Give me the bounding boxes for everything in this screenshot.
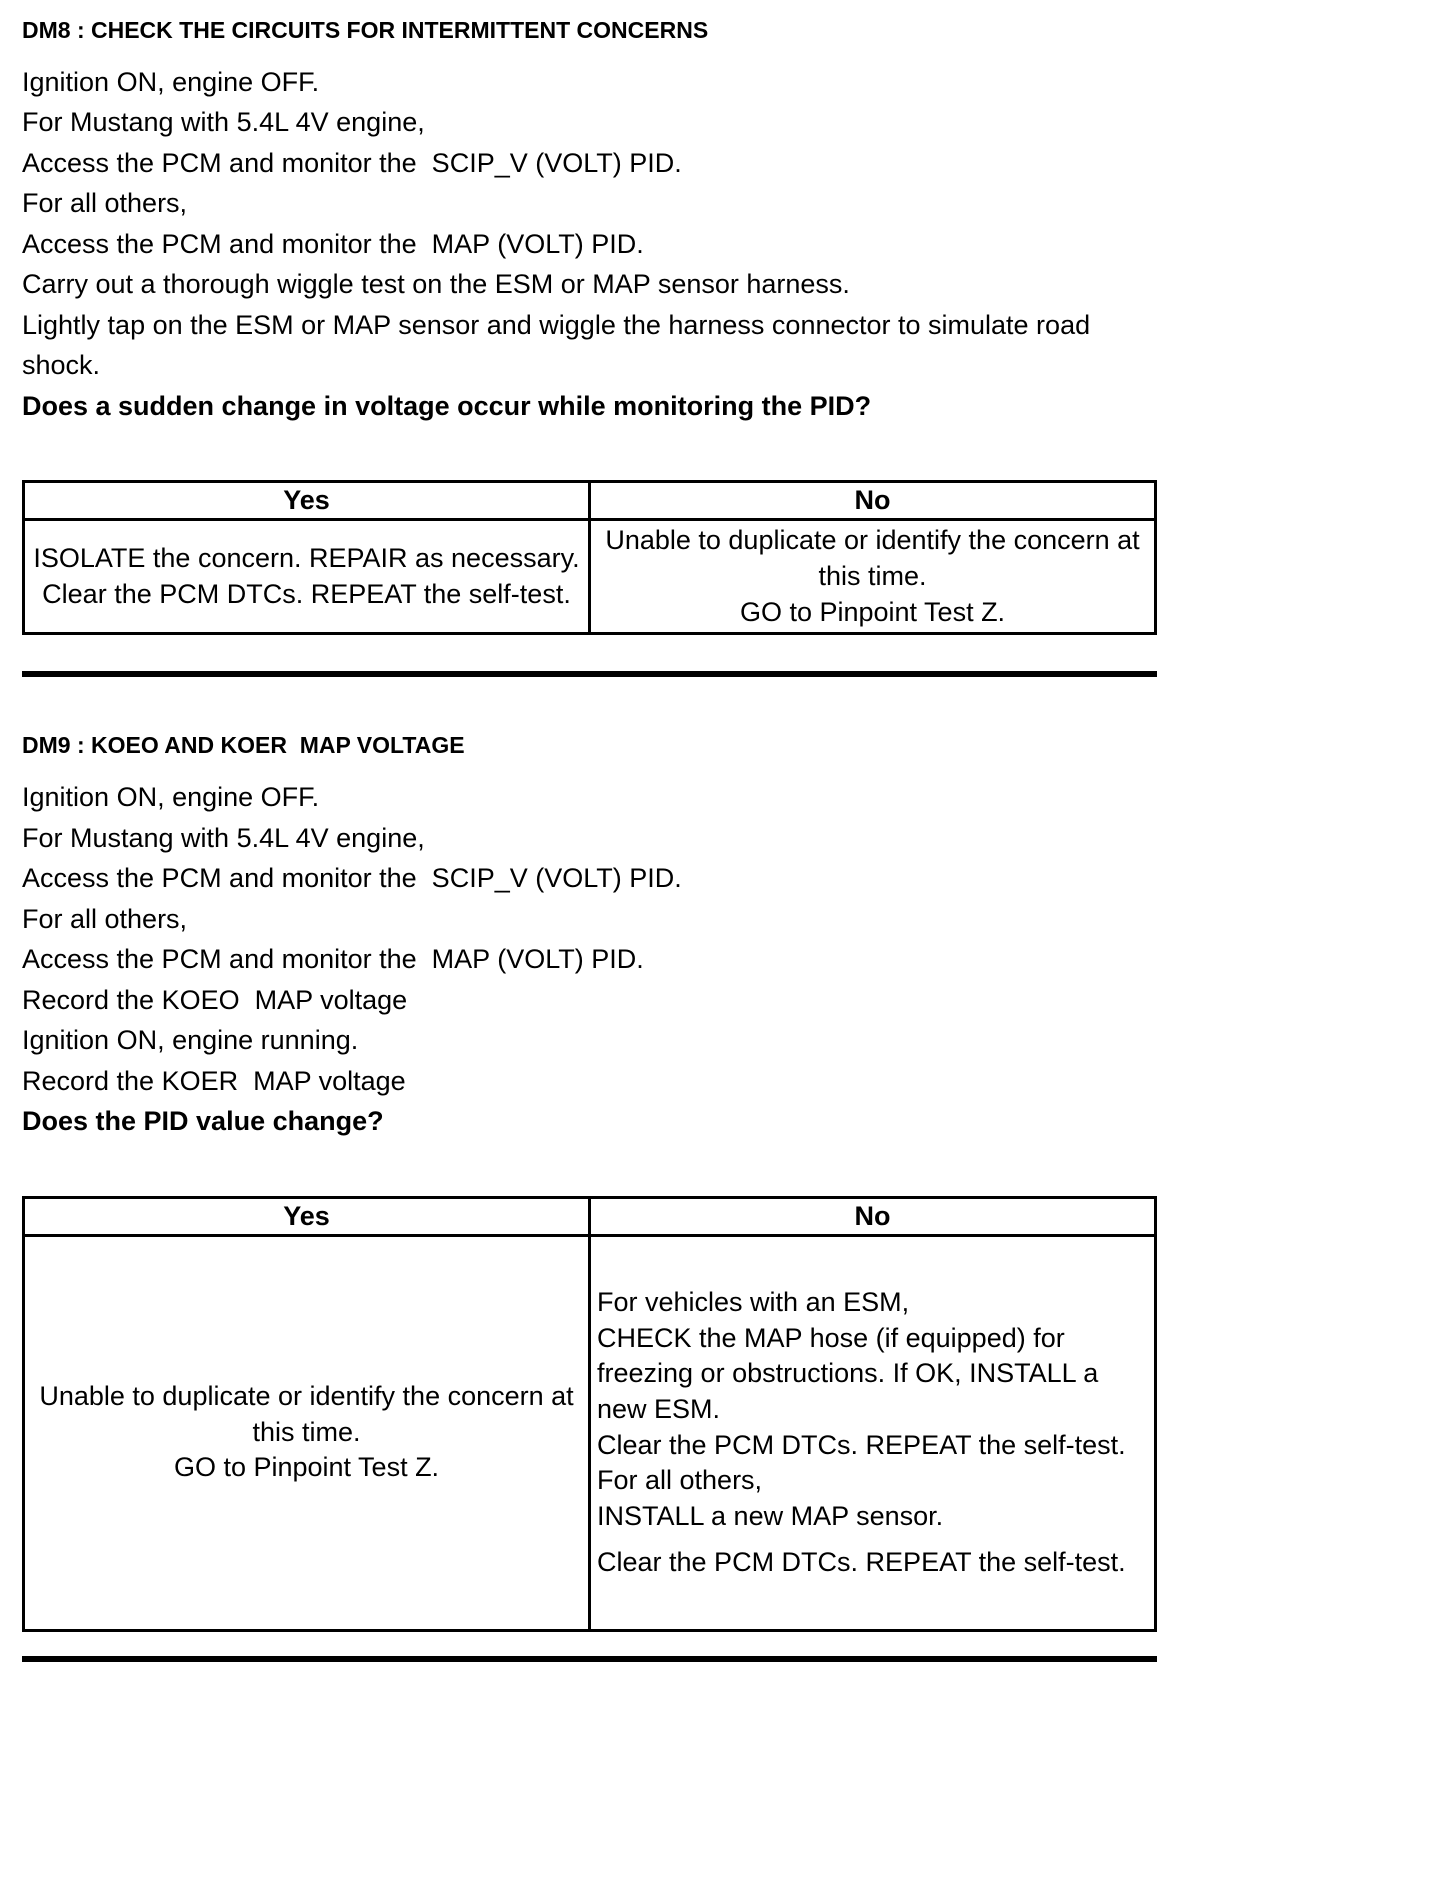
section-divider: [22, 1656, 1157, 1662]
dm9-no-line: For all others,: [597, 1465, 763, 1496]
dm8-table-body-row: [24, 520, 1156, 634]
dm9-no-line: Clear the PCM DTCs. REPEAT the self-test.: [597, 1429, 1126, 1460]
dm9-decision-table: [22, 1196, 1157, 1632]
dm9-no-line: For vehicles with an ESM,: [597, 1287, 910, 1318]
dm9-step-line: For Mustang with 5.4L 4V engine,: [22, 822, 425, 853]
dm8-no-cell: [590, 520, 1156, 634]
dm8-step-line: Lightly tap on the ESM or MAP sensor and wiggle the harness connector to simulate road shock.: [22, 309, 1098, 381]
dm8-heading: DM8 : CHECK THE CIRCUITS FOR INTERMITTENT CONCERNS: [22, 17, 709, 43]
dm9-yes-header: Yes: [24, 1197, 590, 1235]
dm9-no-header: No: [590, 1197, 1156, 1235]
dm8-step-line: Ignition ON, engine OFF.: [22, 66, 320, 97]
dm9-no-line: INSTALL a new MAP sensor.: [597, 1500, 944, 1531]
dm8-table-header-row: [24, 482, 1156, 520]
dm9-table-header-row: [24, 1197, 1156, 1235]
section-dm8: [22, 16, 1157, 635]
dm9-no-line: Clear the PCM DTCs. REPEAT the self-test.: [597, 1546, 1126, 1577]
dm8-step-line: Carry out a thorough wiggle test on the ESM or MAP sensor harness.: [22, 269, 850, 300]
section-dm9: [22, 731, 1157, 1631]
dm8-yes-line: ISOLATE the concern. REPAIR as necessary.: [33, 543, 580, 574]
dm8-question: Does a sudden change in voltage occur while monitoring the PID?: [22, 390, 872, 421]
dm9-yes-line: GO to Pinpoint Test Z.: [173, 1452, 440, 1483]
dm8-step-line: For all others,: [22, 188, 188, 219]
dm8-no-line: Unable to duplicate or identify the concern at this time.: [605, 525, 1148, 592]
dm9-no-cell: [590, 1235, 1156, 1630]
dm8-step-line: Access the PCM and monitor the MAP (VOLT) PID.: [22, 228, 644, 259]
dm9-no-line: CHECK the MAP hose (if equipped) for freezing or obstructions. If OK, INSTALL a new ESM.: [597, 1322, 1106, 1425]
dm8-yes-line: Clear the PCM DTCs. REPEAT the self-test.: [42, 578, 571, 609]
dm8-yes-cell: [24, 520, 590, 634]
dm9-step-line: Access the PCM and monitor the MAP (VOLT) PID.: [22, 944, 644, 975]
dm9-yes-cell: [24, 1235, 590, 1630]
dm9-heading: DM9 : KOEO AND KOER MAP VOLTAGE: [22, 732, 465, 759]
dm9-step-line: Ignition ON, engine running.: [22, 1025, 359, 1056]
dm9-step-line: Record the KOEO MAP voltage: [22, 984, 408, 1015]
dm9-table-body-row: [24, 1235, 1156, 1630]
dm8-step-line: For Mustang with 5.4L 4V engine,: [22, 107, 425, 138]
dm8-decision-table: [22, 480, 1157, 635]
dm9-step-line: Record the KOER MAP voltage: [22, 1065, 406, 1096]
dm9-question: Does the PID value change?: [22, 1106, 384, 1137]
dm9-step-line: Ignition ON, engine OFF.: [22, 782, 320, 813]
dm8-no-line: GO to Pinpoint Test Z.: [739, 596, 1006, 627]
section-divider: [22, 671, 1157, 677]
dm9-yes-line: Unable to duplicate or identify the concern at this time.: [39, 1381, 582, 1447]
dm9-step-line: For all others,: [22, 903, 188, 934]
document-page: [22, 0, 1157, 1662]
dm8-step-line: Access the PCM and monitor the SCIP_V (VOLT) PID.: [22, 147, 682, 178]
dm8-yes-header: Yes: [24, 482, 590, 520]
dm9-step-line: Access the PCM and monitor the SCIP_V (VOLT) PID.: [22, 863, 682, 894]
dm8-no-header: No: [590, 482, 1156, 520]
